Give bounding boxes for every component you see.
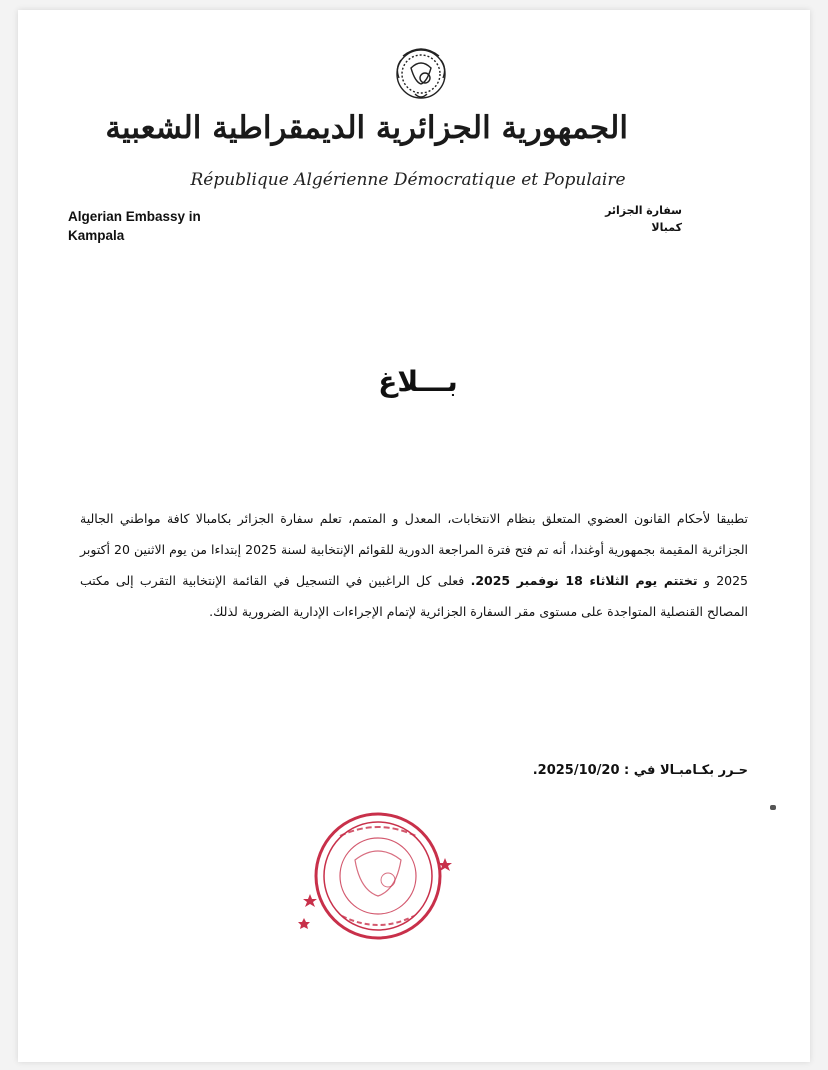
embassy-name-english [68, 207, 238, 245]
ink-mark [770, 805, 776, 810]
embassy-en-line1: Algerian Embassy in [68, 209, 201, 224]
notice-body [80, 503, 748, 627]
country-name-arabic: الجمهورية الجزائرية الديمقراطية الشعبية [105, 110, 628, 146]
embassy-en-line2: Kampala [68, 228, 125, 243]
embassy-name-arabic [562, 202, 682, 236]
notice-body-closing-date: تختتم يوم الثلاثاء 18 نوفمبر 2025. [470, 573, 698, 588]
notice-heading: بـــلاغ [378, 365, 458, 398]
official-stamp-icon [280, 798, 460, 953]
signature-place-date: حـرر بكـامبـالا في : 2025/10/20. [532, 763, 748, 778]
national-emblem-icon [381, 38, 461, 108]
embassy-ar-line2: كمبالا [651, 221, 682, 234]
document-page [18, 10, 810, 1062]
country-name-french: République Algérienne Démocratique et Populaire [190, 170, 626, 190]
notice-body-part3: فعلى كل الراغبين في التسجيل في القائمة الإنتخابية التقرب إلى مكتب المصالح القنصلية المتواجدة على مستوى مقر السفارة الجزائرية لإتمام الإجراءات الإدارية الضرورية لذلك. [80, 573, 748, 619]
notice-body-part1: تطبيقا لأحكام القانون العضوي المتعلق بنظام الانتخابات، المعدل و المتمم، تعلم سفارة الجزائر بكامبالا كافة مواطني الجالية الجزائرية المقيمة بجمهورية أوغندا، أنه تم فتح فترة المراجعة الدورية للقوائم الإنتخابية لسنة 2025 إبتداءا من يوم الاثنين 20 أكتوبر 2025 و [80, 511, 748, 588]
embassy-ar-line1: سفارة الجزائر [605, 204, 682, 217]
